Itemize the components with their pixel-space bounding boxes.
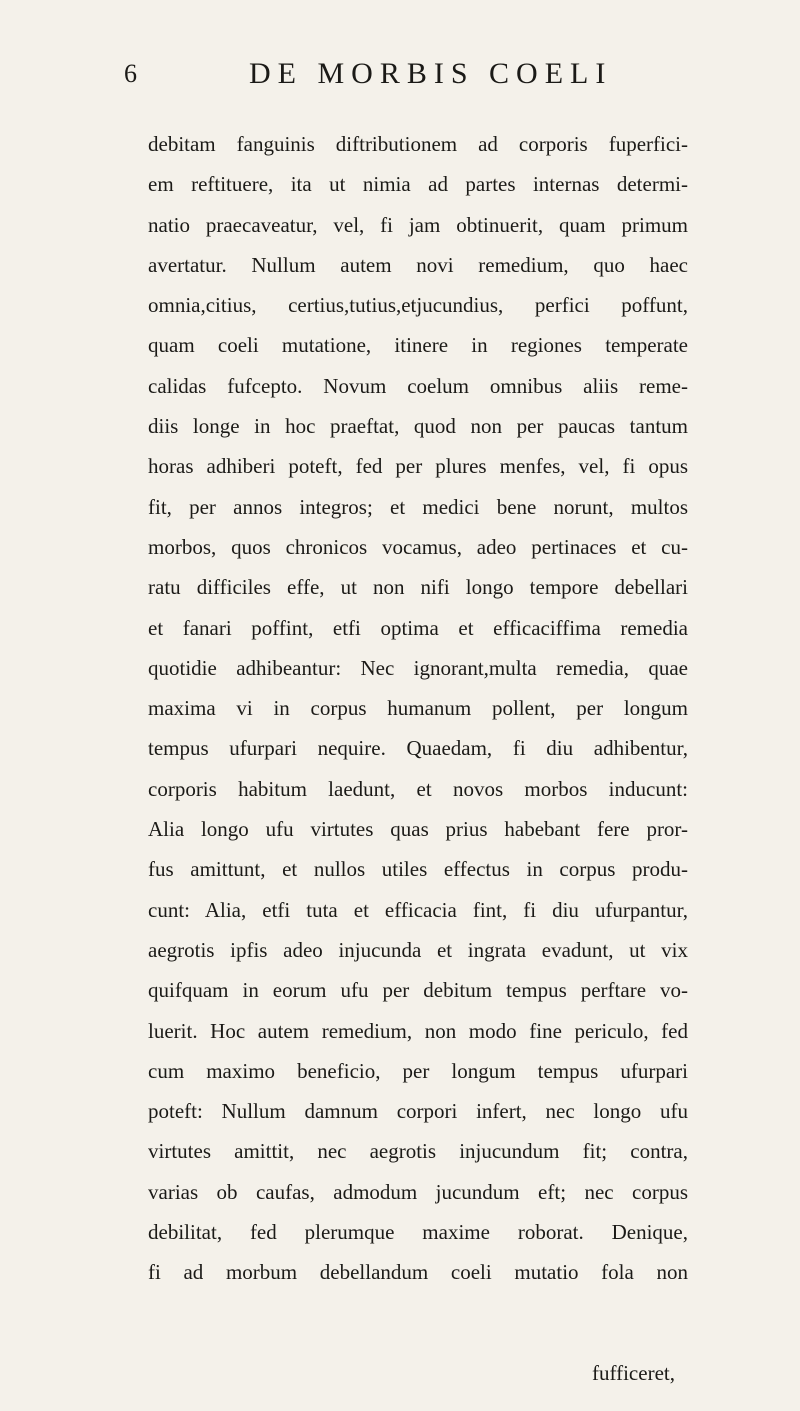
running-title: DE MORBIS COELI (249, 57, 613, 90)
text-line: debitam fanguinis diftributionem ad corporis fuperfici- (148, 132, 688, 156)
text-line: varias ob caufas, admodum jucundum eft; nec corpus (148, 1179, 688, 1204)
text-line: ratu difficiles effe, ut non nifi longo tempore debellari (148, 575, 688, 600)
text-line: calidas fufcepto. Novum coelum omnibus aliis reme- (148, 373, 688, 398)
text-line: fus amittunt, et nullos utiles effectus in corpus produ- (148, 857, 688, 882)
text-line: natio praecaveatur, vel, fi jam obtinuerit, quam primum (148, 212, 688, 237)
text-line: tempus ufurpari nequire. Quaedam, fi diu adhibentur, (148, 736, 688, 761)
text-line: horas adhiberi poteft, fed per plures menfes, vel, fi opus (148, 454, 688, 479)
text-line: et fanari poffint, etfi optima et efficaciffima remedia (148, 615, 688, 640)
page-number: 6 (124, 59, 137, 88)
text-line: quotidie adhibeantur: Nec ignorant,multa remedia, quae (148, 655, 688, 680)
text-line: corporis habitum laedunt, et novos morbos inducunt: (148, 776, 688, 801)
text-line: debilitat, fed plerumque maxime roborat. Denique, (148, 1220, 688, 1245)
text-line: cunt: Alia, etfi tuta et efficacia fint, fi diu ufurpantur, (148, 897, 688, 922)
text-line: luerit. Hoc autem remedium, non modo fine periculo, fed (148, 1018, 688, 1043)
text-line: morbos, quos chronicos vocamus, adeo pertinaces et cu- (148, 534, 688, 559)
body-text (148, 124, 688, 1293)
text-line: omnia,citius, certius,tutius,etjucundius, perfici poffunt, (148, 293, 688, 318)
text-line: poteft: Nullum damnum corpori infert, nec longo ufu (148, 1099, 688, 1124)
text-line: Alia longo ufu virtutes quas prius habebant fere pror- (148, 817, 688, 842)
running-head (124, 54, 684, 94)
catchword: fufficeret, (592, 1361, 675, 1385)
text-line: em reftituere, ita ut nimia ad partes internas determi- (148, 172, 688, 197)
text-line: quam coeli mutatione, itinere in regiones temperate (148, 333, 688, 358)
text-line: diis longe in hoc praeftat, quod non per paucas tantum (148, 414, 688, 439)
text-line: cum maximo beneficio, per longum tempus ufurpari (148, 1058, 688, 1083)
text-line: aegrotis ipfis adeo injucunda et ingrata evadunt, ut vix (148, 937, 688, 962)
text-line: fit, per annos integros; et medici bene norunt, multos (148, 494, 688, 519)
text-line: fi ad morbum debellandum coeli mutatio fola non (148, 1260, 688, 1285)
text-line: avertatur. Nullum autem novi remedium, quo haec (148, 252, 688, 277)
text-line: virtutes amittit, nec aegrotis injucundum fit; contra, (148, 1139, 688, 1164)
text-line: quifquam in eorum ufu per debitum tempus perftare vo- (148, 978, 688, 1003)
text-line: maxima vi in corpus humanum pollent, per longum (148, 696, 688, 721)
